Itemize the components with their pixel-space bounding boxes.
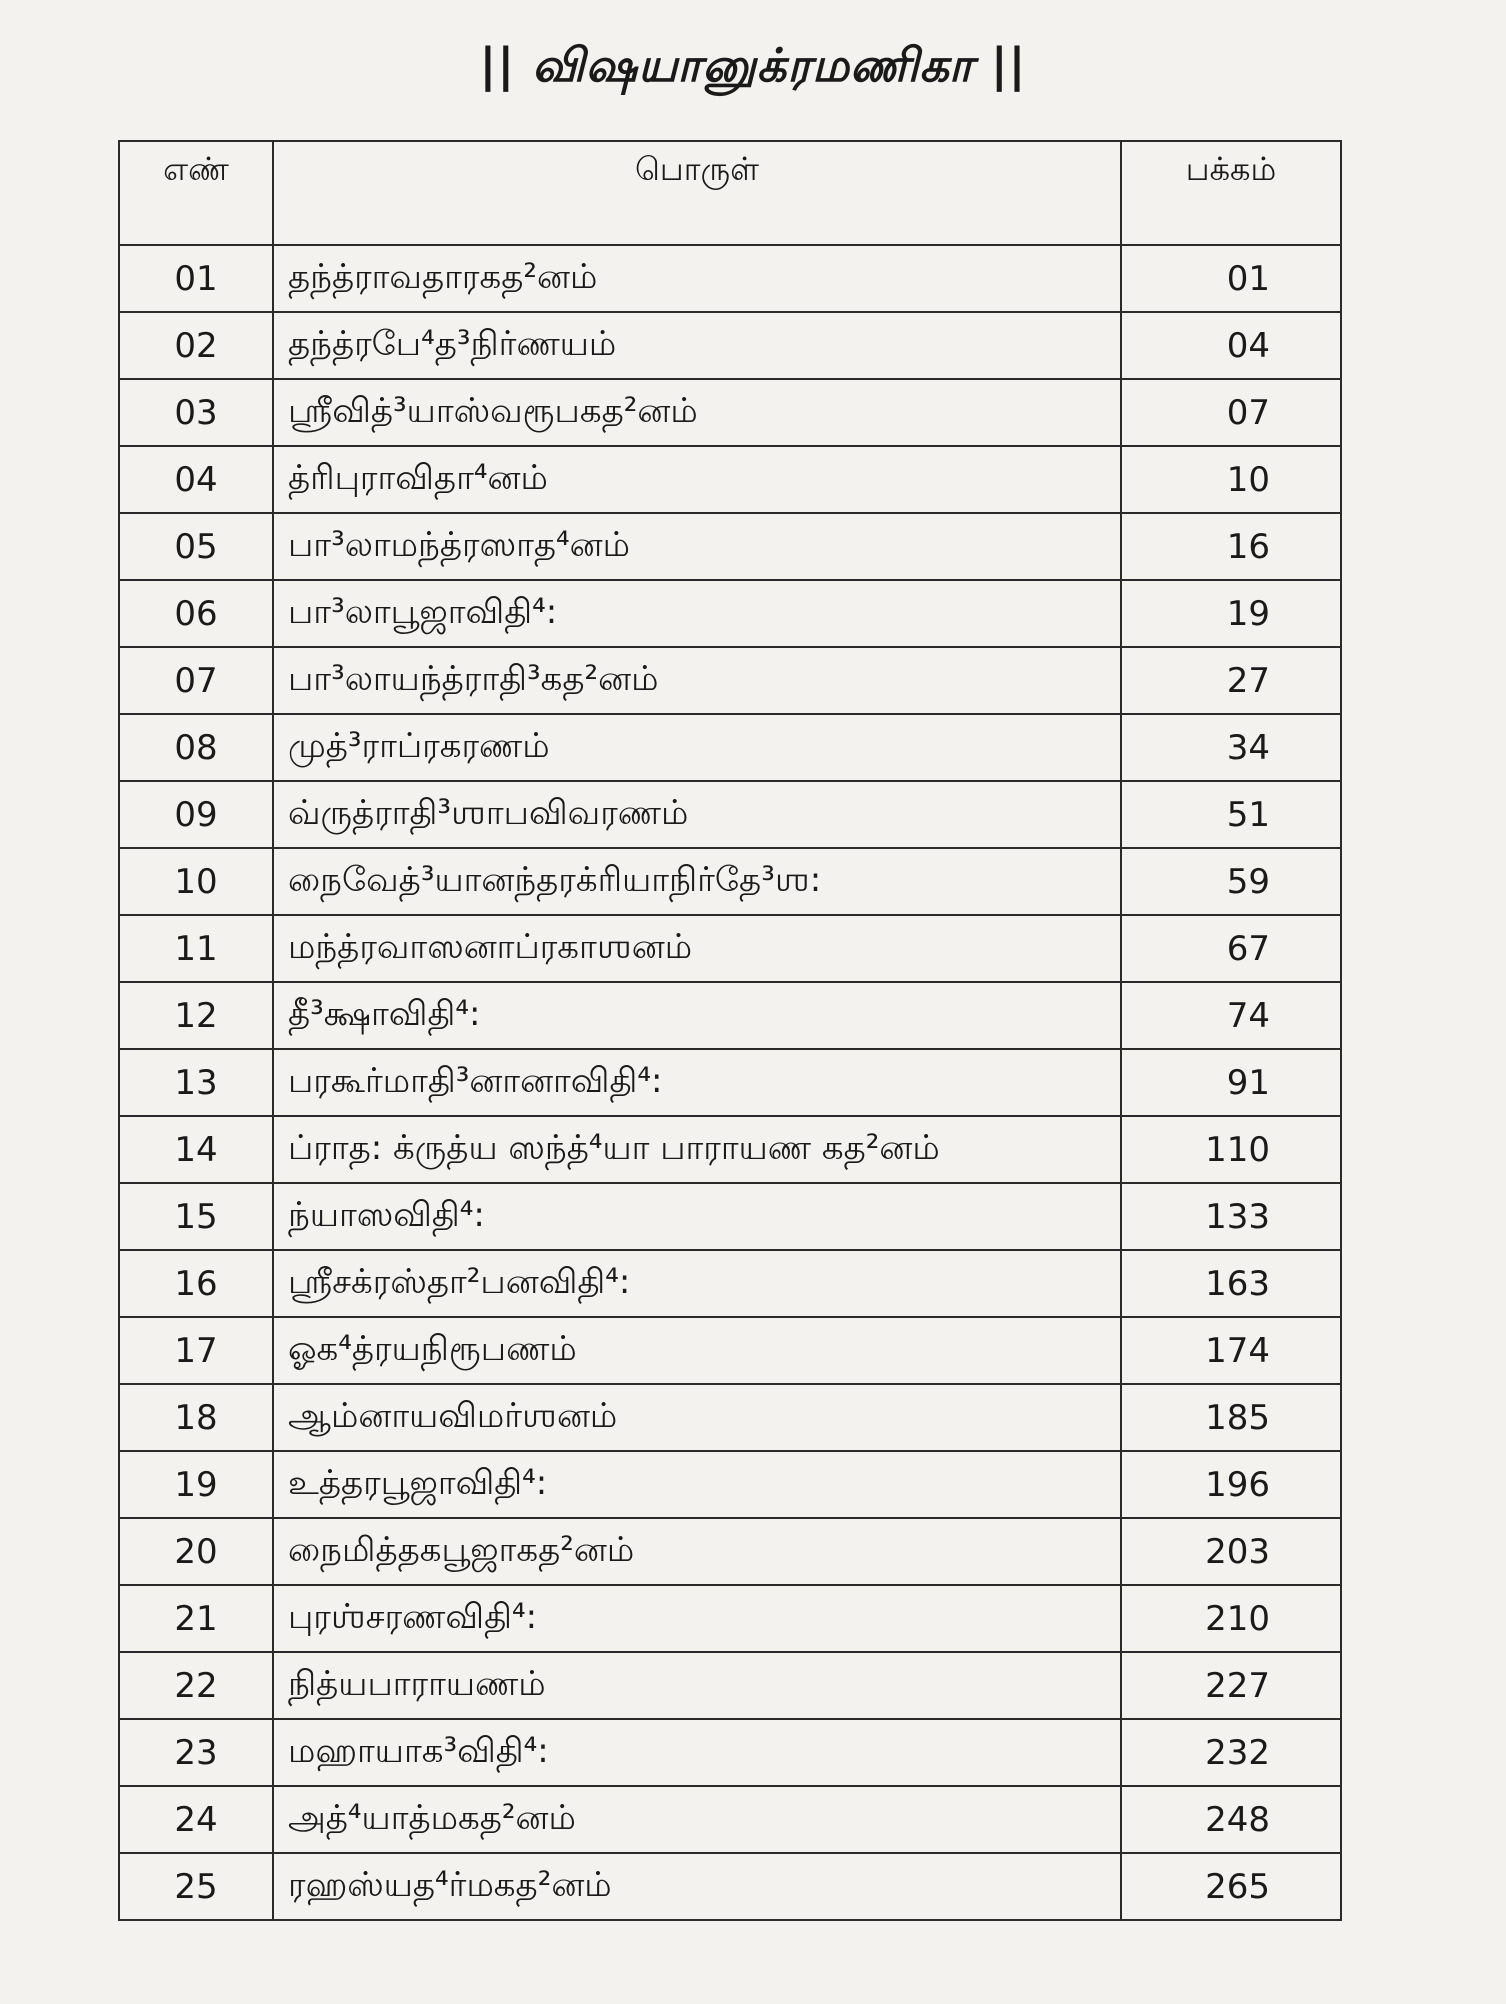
table-row	[119, 379, 1341, 446]
entry-subject: பா³லாமந்த்ரஸாத⁴னம்	[273, 513, 1121, 580]
table-row	[119, 714, 1341, 781]
entry-number: 21	[119, 1585, 273, 1652]
header-number: எண்	[119, 141, 273, 245]
entry-page: 232	[1121, 1719, 1341, 1786]
entry-page: 210	[1121, 1585, 1341, 1652]
table-row	[119, 245, 1341, 312]
entry-page: 27	[1121, 647, 1341, 714]
entry-subject: நைவேத்³யானந்தரக்ரியாநிர்தே³ஶ:	[273, 848, 1121, 915]
table-row	[119, 1317, 1341, 1384]
table-row	[119, 647, 1341, 714]
entry-number: 16	[119, 1250, 273, 1317]
entry-number: 25	[119, 1853, 273, 1920]
entry-subject: தீ³க்ஷாவிதி⁴:	[273, 982, 1121, 1049]
entry-subject: புரஶ்சரணவிதி⁴:	[273, 1585, 1121, 1652]
table-row	[119, 1652, 1341, 1719]
header-subject: பொருள்	[273, 141, 1121, 245]
entry-page: 185	[1121, 1384, 1341, 1451]
entry-subject: நைமித்தகபூஜாகத²னம்	[273, 1518, 1121, 1585]
entry-number: 14	[119, 1116, 273, 1183]
entry-page: 133	[1121, 1183, 1341, 1250]
entry-subject: ஸ்ரீசக்ரஸ்தா²பனவிதி⁴:	[273, 1250, 1121, 1317]
table-row	[119, 580, 1341, 647]
table-row	[119, 982, 1341, 1049]
entry-number: 23	[119, 1719, 273, 1786]
entry-page: 74	[1121, 982, 1341, 1049]
entry-subject: அத்⁴யாத்மகத²னம்	[273, 1786, 1121, 1853]
table-row	[119, 1049, 1341, 1116]
entry-number: 05	[119, 513, 273, 580]
table-row	[119, 781, 1341, 848]
table-row	[119, 1384, 1341, 1451]
entry-page: 196	[1121, 1451, 1341, 1518]
entry-page: 91	[1121, 1049, 1341, 1116]
entry-subject: பரகூர்மாதி³னானாவிதி⁴:	[273, 1049, 1121, 1116]
entry-number: 01	[119, 245, 273, 312]
entry-subject: த்ரிபுராவிதா⁴னம்	[273, 446, 1121, 513]
entry-subject: முத்³ராப்ரகரணம்	[273, 714, 1121, 781]
entry-number: 11	[119, 915, 273, 982]
contents-table	[118, 140, 1342, 1921]
entry-number: 10	[119, 848, 273, 915]
entry-number: 02	[119, 312, 273, 379]
entry-number: 09	[119, 781, 273, 848]
entry-page: 34	[1121, 714, 1341, 781]
table-row	[119, 1853, 1341, 1920]
entry-subject: நித்யபாராயணம்	[273, 1652, 1121, 1719]
table-row	[119, 1786, 1341, 1853]
header-row	[119, 141, 1341, 245]
entry-page: 110	[1121, 1116, 1341, 1183]
entry-number: 03	[119, 379, 273, 446]
table-row	[119, 1250, 1341, 1317]
entry-number: 07	[119, 647, 273, 714]
entry-number: 08	[119, 714, 273, 781]
entry-page: 59	[1121, 848, 1341, 915]
entry-subject: ஸ்ரீவித்³யாஸ்வரூபகத²னம்	[273, 379, 1121, 446]
entry-subject: தந்த்ரபே⁴த³நிர்ணயம்	[273, 312, 1121, 379]
entry-page: 16	[1121, 513, 1341, 580]
table-row	[119, 1585, 1341, 1652]
entry-page: 174	[1121, 1317, 1341, 1384]
entry-subject: பா³லாயந்த்ராதி³கத²னம்	[273, 647, 1121, 714]
entry-subject: தந்த்ராவதாரகத²னம்	[273, 245, 1121, 312]
entry-number: 12	[119, 982, 273, 1049]
table-row	[119, 1116, 1341, 1183]
entry-number: 17	[119, 1317, 273, 1384]
entry-number: 04	[119, 446, 273, 513]
table-row	[119, 1451, 1341, 1518]
entry-subject: ஓக⁴த்ரயநிரூபணம்	[273, 1317, 1121, 1384]
entry-subject: ந்யாஸவிதி⁴:	[273, 1183, 1121, 1250]
table-row	[119, 312, 1341, 379]
table-row	[119, 513, 1341, 580]
entry-page: 04	[1121, 312, 1341, 379]
header-page: பக்கம்	[1121, 141, 1341, 245]
table-row	[119, 1719, 1341, 1786]
entry-page: 163	[1121, 1250, 1341, 1317]
entry-page: 248	[1121, 1786, 1341, 1853]
entry-subject: மந்த்ரவாஸனாப்ரகாஶனம்	[273, 915, 1121, 982]
entry-number: 19	[119, 1451, 273, 1518]
entry-number: 06	[119, 580, 273, 647]
entry-page: 227	[1121, 1652, 1341, 1719]
entry-page: 265	[1121, 1853, 1341, 1920]
table-row	[119, 1518, 1341, 1585]
table-row	[119, 446, 1341, 513]
entry-subject: ஆம்னாயவிமர்ஶனம்	[273, 1384, 1121, 1451]
entry-number: 20	[119, 1518, 273, 1585]
entry-page: 07	[1121, 379, 1341, 446]
entry-page: 67	[1121, 915, 1341, 982]
entry-page: 01	[1121, 245, 1341, 312]
entry-page: 10	[1121, 446, 1341, 513]
entry-subject: பா³லாபூஜாவிதி⁴:	[273, 580, 1121, 647]
entry-number: 18	[119, 1384, 273, 1451]
entry-subject: மஹாயாக³விதி⁴:	[273, 1719, 1121, 1786]
entry-subject: ப்ராத: க்ருத்ய ஸந்த்⁴யா பாராயண கத²னம்	[273, 1116, 1121, 1183]
table-row	[119, 848, 1341, 915]
entry-number: 13	[119, 1049, 273, 1116]
entry-number: 22	[119, 1652, 273, 1719]
entry-page: 203	[1121, 1518, 1341, 1585]
entry-page: 19	[1121, 580, 1341, 647]
entry-number: 15	[119, 1183, 273, 1250]
entry-subject: ரஹஸ்யத⁴ர்மகத²னம்	[273, 1853, 1121, 1920]
entry-subject: உத்தரபூஜாவிதி⁴:	[273, 1451, 1121, 1518]
page-title: || விஷயானுக்ரமணிகா ||	[479, 38, 1027, 92]
table-row	[119, 1183, 1341, 1250]
entry-page: 51	[1121, 781, 1341, 848]
entry-number: 24	[119, 1786, 273, 1853]
table-row	[119, 915, 1341, 982]
entry-subject: வ்ருத்ராதி³ஶாபவிவரணம்	[273, 781, 1121, 848]
contents-body	[119, 245, 1341, 1920]
